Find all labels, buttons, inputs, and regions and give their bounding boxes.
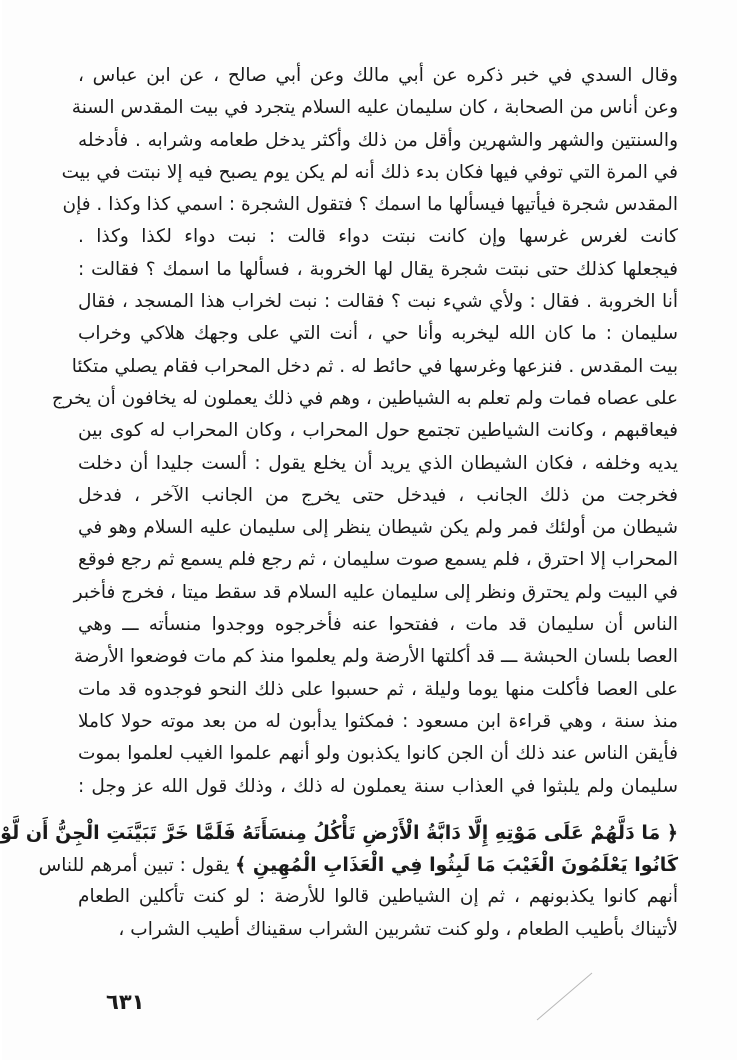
quran-verse-line-1: ﴿ مَا دَلَّهُمْ عَلَى مَوْتِهِ إِلَّا دَابَّةُ الْأَرْضِ تَأْكُلُ مِنسَأَتَهُ فَلَمَّا خَرَّ تَبَيَّنَتِ الْجِنُّ أَن لَّوْ: [0, 821, 678, 844]
text-line: المقدس شجرة فيأتيها فيسألها ما اسمك ؟ فتقول الشجرة : اسمي كذا وكذا . فإن: [62, 194, 678, 216]
text-line: بيت المقدس . فنزعها وغرسها في حائط له . ثم دخل المحراب فقام يصلي متكئا: [71, 355, 678, 377]
text-line: العصا بلسان الحبشة ـــ قد أكلتها الأرضة ولم يعلموا منذ كم مات فوضعوا الأرضة: [73, 646, 678, 668]
text-line: أنهم كانوا يكذبونهم ، ثم إن الشياطين قالوا للأرضة : لو كنت تأكلين الطعام: [78, 886, 678, 908]
text-line: منذ سنة ، وهي قراءة ابن مسعود : فمكثوا يدأبون له من بعد موته حولا كاملا: [78, 710, 678, 732]
text-line: سليمان : ما كان الله ليخربه وأنا حي ، أنت التي على وجهك هلاكي وخراب: [78, 323, 678, 345]
text-line: فخرجت من ذلك الجانب ، فيدخل حتى يخرج من الجانب الآخر ، فدخل: [78, 484, 678, 506]
text-line: على عصاه فمات ولم تعلم به الشياطين ، وهم في ذلك يعملون له يخافون أن يخرج: [51, 387, 678, 409]
text-line: لأتيناك بأطيب الطعام ، ولو كنت تشربين الشراب سقيناك أطيب الشراب ،: [118, 918, 678, 940]
text-line: وقال السدي في خبر ذكره عن أبي مالك وعن أبي صالح ، عن ابن عباس ،: [78, 65, 678, 86]
verse-spacer: [78, 803, 678, 817]
commentary-text: يقول : تبين أمرهم للناس: [38, 855, 236, 877]
paper-scratch-mark: [532, 965, 612, 1025]
text-line: سليمان ولم يلبثوا في العذاب سنة يعملون له ذلك ، وذلك قول الله عز وجل :: [78, 775, 678, 797]
text-line: الناس أن سليمان قد مات ، ففتحوا عنه فأخرجوه ووجدوا منسأته ـــ وهي: [78, 614, 678, 636]
book-page: [2, 0, 737, 1060]
text-line: يديه وخلفه ، فكان الشيطان الذي يريد أن يخلع يقول : ألست جليدا أن دخلت: [78, 452, 678, 474]
text-line: المحراب إلا احترق ، فلم يسمع صوت سليمان ، ثم رجع فلم يسمع ثم رجع فوقع: [78, 549, 678, 571]
text-line: وعن أناس من الصحابة ، كان سليمان عليه السلام يتجرد في بيت المقدس السنة: [71, 97, 678, 119]
page-number: ٦٣١: [106, 990, 145, 1014]
text-line: فيعاقبهم ، وكانت الشياطين تجتمع حول المحراب ، وكان المحراب له كوى بين: [78, 420, 678, 442]
quran-verse-line-2: [38, 849, 678, 881]
text-line: كانت لغرس غرسها وإن كانت نبتت دواء قالت : نبت دواء لكذا وكذا .: [78, 226, 678, 248]
text-line: فيجعلها كذلك حتى نبتت شجرة يقال لها الخروبة ، فسألها ما اسمك ؟ فقالت :: [78, 258, 678, 280]
body-text: [0, 60, 678, 946]
text-line: والسنتين والشهر والشهرين وأقل من ذلك وأكثر يدخل طعامه وشرابه . فأدخله: [78, 129, 678, 151]
quran-verse-text: كَانُوا يَعْلَمُونَ الْغَيْبَ مَا لَبِثُوا فِي الْعَذَابِ الْمُهِينِ ﴾: [235, 854, 678, 877]
text-line: في البيت ولم يحترق ونظر إلى سليمان عليه السلام قد سقط ميتا ، فخرج فأخبر: [73, 581, 678, 603]
text-line: في المرة التي توفي فيها فكان بدء ذلك أنه لم يكن يوم يصبح فيه إلا نبتت في بيت: [61, 161, 678, 183]
text-line: شيطان من أولئك فمر ولم يكن شيطان ينظر إلى سليمان عليه السلام وهو في: [78, 517, 678, 539]
text-line: أنا الخروبة . فقال : ولأي شيء نبت ؟ فقالت : نبت لخراب هذا المسجد ، فقال: [78, 291, 678, 313]
text-line: على العصا فأكلت منها يوما وليلة ، ثم حسبوا على ذلك النحو فوجدوه قد مات: [78, 678, 678, 700]
text-line: فأيقن الناس عند ذلك أن الجن كانوا يكذبون ولو أنهم علموا الغيب لعلموا بموت: [78, 743, 678, 765]
